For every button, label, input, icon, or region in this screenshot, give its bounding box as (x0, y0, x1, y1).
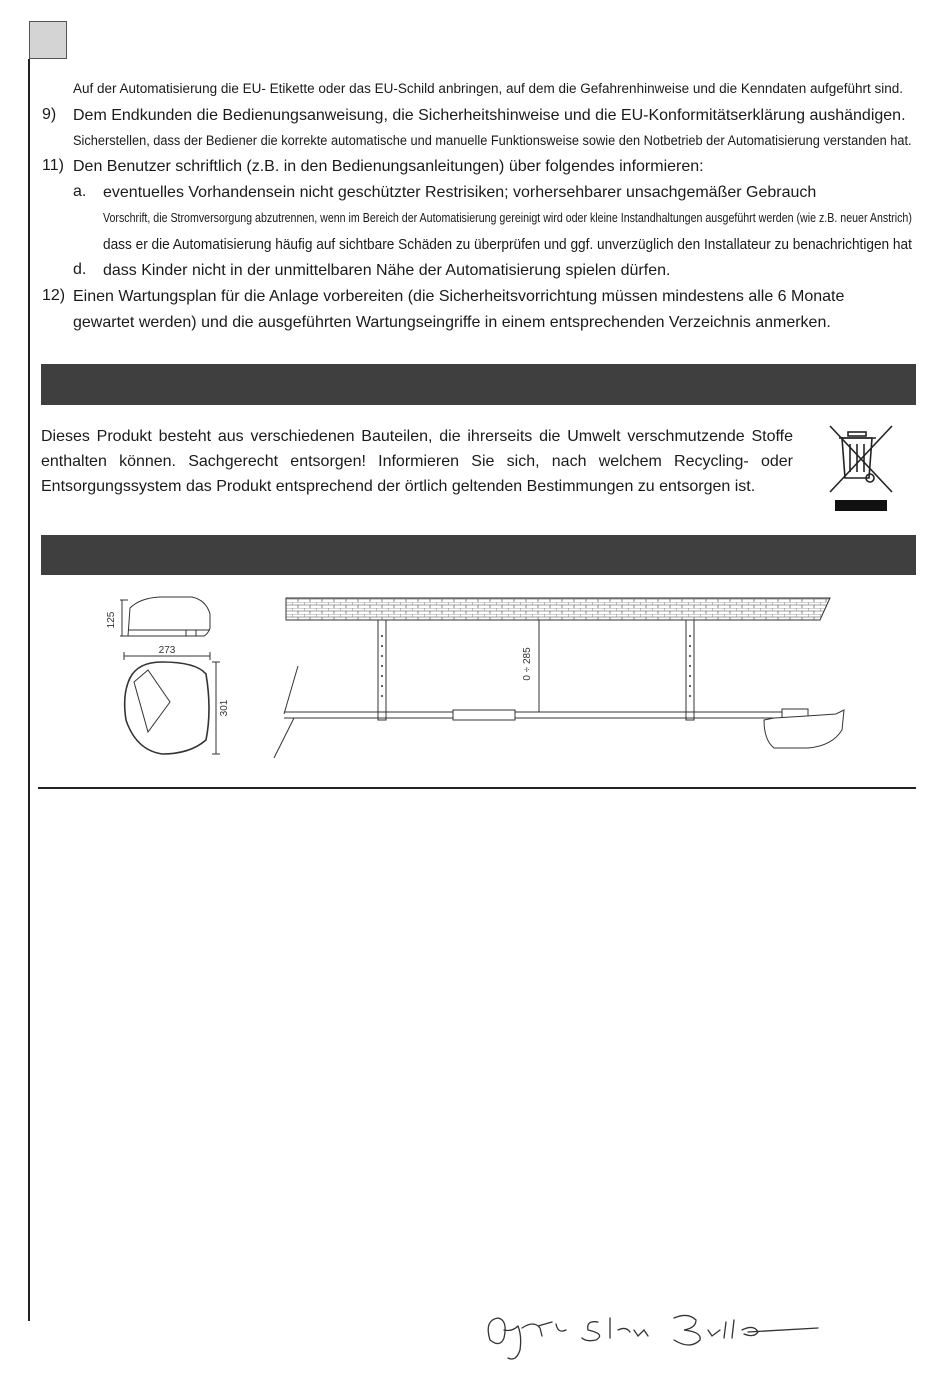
section-header-bar-dimensions (41, 535, 916, 575)
eu-label-line: Auf der Automatisierung die EU- Etikette oder das EU-Schild anbringen, auf dem die Gefahrenhinweise und die Kenndaten aufgeführt sind. (73, 81, 904, 96)
installation-drawing (268, 590, 858, 765)
item-12-number: 12) (42, 287, 66, 304)
dass-er-line: dass er die Automatisierung häufig auf sichtbare Schäden zu überprüfen und ggf. unverzüglich den Installateur zu benachrichtigen hat (103, 236, 912, 253)
item-9-text: Dem Endkunden die Bedienungsanweisung, die Sicherheitshinweise und die EU-Konformitätserklärung aushändigen. (73, 107, 906, 124)
item-12-line-2: gewartet werden) und die ausgeführten Wartungseingriffe in einem entsprechenden Verzeichnis anmerken. (73, 314, 831, 331)
section-header-bar-disposal (41, 364, 916, 405)
disposal-paragraph: Dieses Produkt besteht aus verschiedenen Bauteilen, die ihrerseits die Umwelt verschmutzende Stoffe enthalten können. Sachgerecht entsorgen! Informieren Sie sich, nach welchem Recycling- oder Entsorgungssystem das Produkt entsprechend der örtlich geltenden Bestimmungen zu entsorgen ist. (41, 428, 793, 495)
item-9-number: 9) (42, 106, 57, 123)
item-11-text: Den Benutzer schriftlich (z.B. in den Bedienungsanleitungen) über folgendes informieren: (73, 158, 704, 175)
page-corner-tab (29, 21, 67, 59)
dim-depth-label: 301 (219, 699, 230, 717)
section-divider (38, 787, 916, 789)
dim-hanger-label: 0 ÷ 285 (522, 647, 533, 681)
item-12-line-1: Einen Wartungsplan für die Anlage vorbereiten (die Sicherheitsvorrichtung müssen mindestens alle 6 Monate (73, 288, 845, 305)
dim-height-label: 125 (106, 611, 117, 629)
sub-d-text: dass Kinder nicht in der unmittelbaren Nähe der Automatisierung spielen dürfen. (103, 262, 671, 279)
item-11-number: 11) (42, 157, 64, 174)
crossed-out-wheelie-bin-icon (826, 422, 896, 514)
margin-rule (28, 59, 30, 1321)
dim-width-label: 273 (158, 645, 176, 656)
sub-d-letter: d. (73, 261, 87, 278)
vorschrift-line: Vorschrift, die Stromversorgung abzutrennen, wenn im Bereich der Automatisierung gereinigt wird oder kleine Instandhaltungen ausgeführt werden (wie z.B. neuer Anstrich) (103, 211, 912, 225)
sub-a-letter: a. (73, 183, 87, 200)
sub-a-text: eventuelles Vorhandensein nicht geschützter Restrisiken; vorhersehbarer unsachgemäßer Gebrauch (103, 184, 817, 201)
handwritten-signature (478, 1300, 828, 1370)
operator-dimension-drawing (100, 590, 240, 765)
sicherstellen-line: Sicherstellen, dass der Bediener die korrekte automatische und manuelle Funktionsweise sowie den Notbetrieb der Automatisierung verstanden hat. (73, 133, 912, 148)
